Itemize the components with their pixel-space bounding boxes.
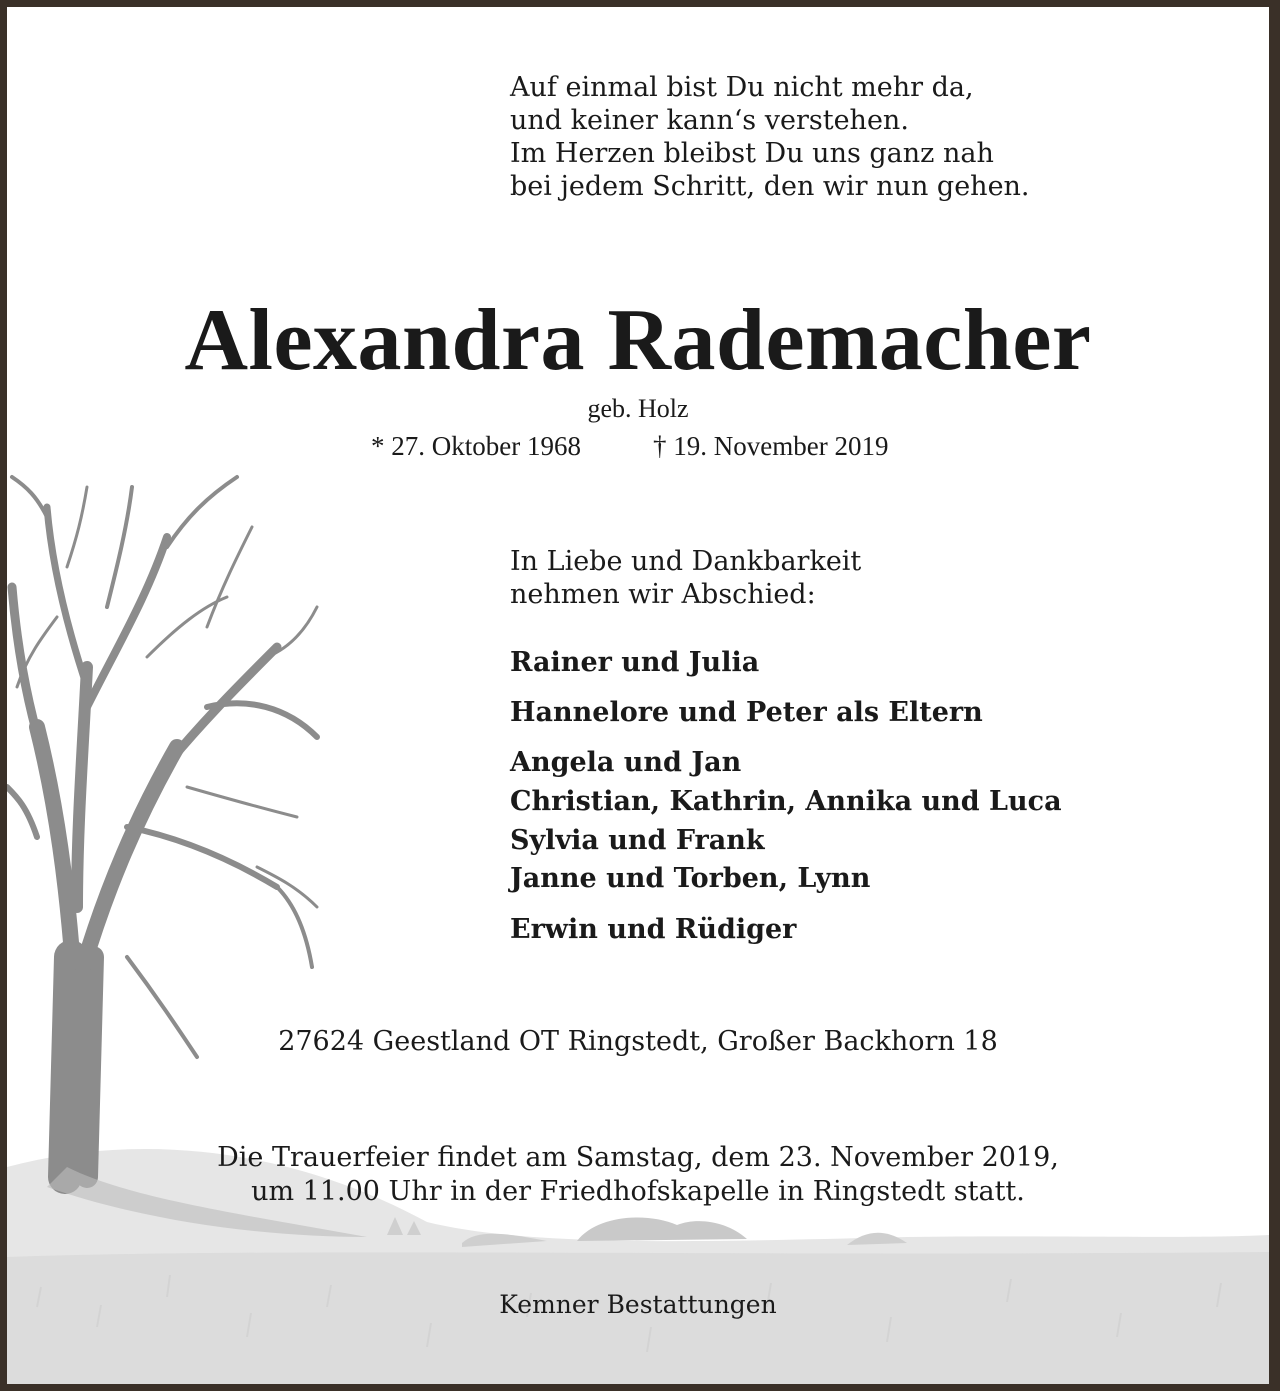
farewell-intro <box>510 545 861 611</box>
tree-illustration <box>7 477 317 1177</box>
mourner-entry: Angela und Jan <box>510 747 742 778</box>
poem-line: Im Herzen bleibst Du uns ganz nah <box>510 138 994 169</box>
funeral-service-info <box>7 1141 1269 1209</box>
obituary-card <box>7 7 1269 1384</box>
mourner-entry: Rainer und Julia <box>510 647 760 678</box>
intro-line: In Liebe und Dankbarkeit <box>510 546 862 577</box>
service-line: Die Trauerfeier findet am Samstag, dem 23. November 2019, <box>217 1142 1059 1173</box>
undertaker-name: Kemner Bestattungen <box>499 1290 777 1319</box>
death-date: † 19. November 2019 <box>653 431 889 461</box>
mourner-entry: Christian, Kathrin, Annika und Luca <box>510 786 1062 817</box>
mourner-entry: Hannelore und Peter als Eltern <box>510 697 983 728</box>
poem <box>510 71 1030 203</box>
poem-line: und keiner kann‘s verstehen. <box>510 105 909 136</box>
mourner-entry: Janne und Torben, Lynn <box>510 863 871 894</box>
birth-date: * 27. Oktober 1968 <box>371 431 581 461</box>
intro-line: nehmen wir Abschied: <box>510 579 816 610</box>
mourner-entry: Erwin und Rüdiger <box>510 914 797 945</box>
family-address: 27624 Geestland OT Ringstedt, Großer Backhorn 18 <box>278 1026 998 1057</box>
service-line: um 11.00 Uhr in der Friedhofskapelle in Ringstedt statt. <box>251 1176 1025 1207</box>
birth-name: geb. Holz <box>587 394 689 423</box>
poem-line: bei jedem Schritt, den wir nun gehen. <box>510 171 1030 202</box>
mourner-entry: Sylvia und Frank <box>510 825 765 856</box>
poem-line: Auf einmal bist Du nicht mehr da, <box>510 72 974 103</box>
deceased-name: Alexandra Rademacher <box>184 292 1092 389</box>
